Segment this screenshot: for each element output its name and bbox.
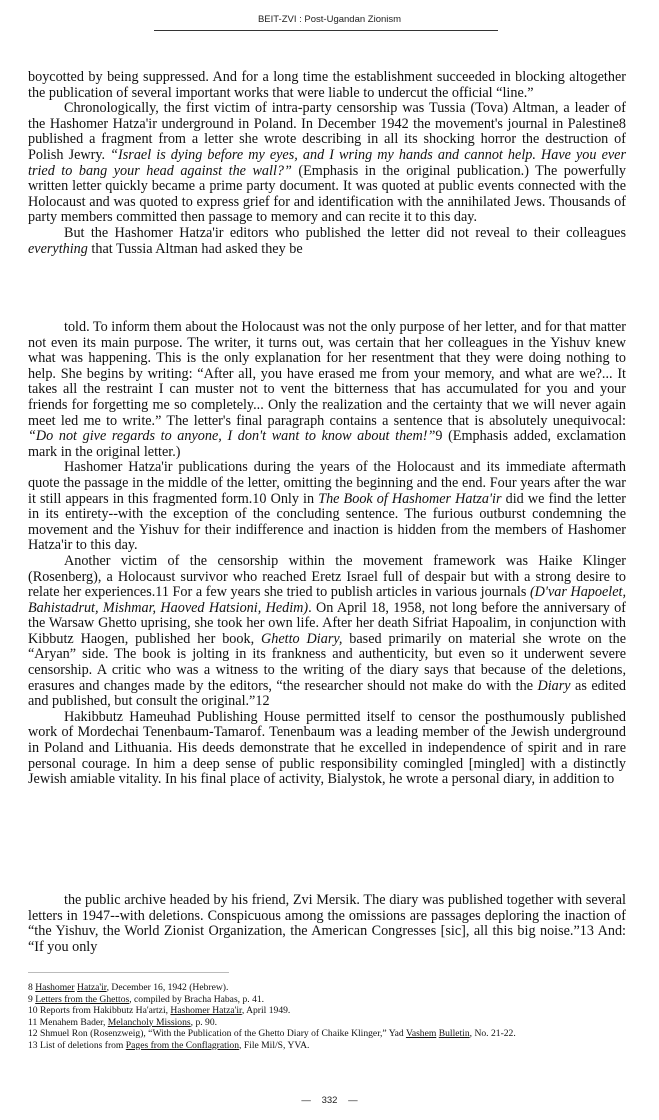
page-footer (0, 1095, 659, 1106)
footnote-9 (28, 994, 638, 1006)
text: did we find the letter in its entirety--with the exception of the concluding sentence. The furious outburst condemning the movement and the Yishuv for their indifference and inaction is hidden from the members of Hashomer Hatza'ir to this day. (28, 490, 626, 554)
book-title: Ghetto Diary, (261, 630, 343, 647)
text: , p. 90. (190, 1016, 218, 1028)
journal-list: (D'var Hapoelet, Bahistadrut, Mishmar, Haoved Hatsioni, Hedim) (28, 584, 627, 616)
underlined-title: Hatza'ir (77, 982, 107, 993)
text: Hashomer Hatza'ir publications during the years of the Holocaust and its immediate aftermath quote the passage in the middle of the letter, omitting the beginning and the end. Four years after the war it still appears in this fragmented form.10 Only in (28, 459, 626, 507)
running-header: BEIT-ZVI : Post-Ugandan Zionism (257, 14, 402, 25)
text: Another victim of the censorship within the movement framework was Haike Klinger (Rosenberg), a Holocaust survivor who reached Eretz Israel full of despair but with a strong desire to relate her experiences.11 For a few years she tried to publish articles in various journals (28, 552, 626, 601)
footnote-8 (28, 982, 638, 994)
paragraph (28, 460, 626, 554)
text: . On April 18, 1958, not long before the anniversary of the Warsaw Ghetto uprising, she took her own life. After her death Sifriat Hapoalim, in conjunction with Kibbutz Haogen, published her book, (28, 599, 626, 647)
text: , File Mil/S, YVA. (239, 1039, 310, 1051)
footnote-10 (28, 1005, 638, 1017)
footnote-separator (28, 972, 229, 973)
text: , December 16, 1942 (Hebrew). (106, 982, 229, 993)
footnote-number: 12 (28, 1028, 38, 1039)
quote: “Israel is dying before my eyes, and I wring my hands and cannot help. Have you ever tried to bang your head against the wall?” (28, 146, 626, 179)
page-number: 332 (321, 1095, 338, 1106)
body-block-2 (28, 320, 626, 788)
text: Reports from Hakibbutz Ha'artzi, (40, 1005, 171, 1016)
footnote-number: 9 (28, 993, 33, 1005)
paragraph (28, 554, 626, 710)
underlined-title: Pages from the Conflagration (125, 1039, 240, 1051)
footnote-12 (28, 1028, 638, 1040)
text: , April 1949. (241, 1005, 291, 1016)
dash: — (301, 1095, 311, 1106)
underlined-title: Melancholy Missions (107, 1016, 191, 1028)
text: Chronologically, the first victim of intra-party censorship was Tussia (Tova) Altman, a leader of the Hashomer Hatza'ir underground in Poland. In December 1942 the movement's journal in Palestine8 published a fragment from a letter she wrote describing in all its shocking horror the destruction of Polish Jewry. (28, 100, 626, 163)
quote: “Do not give regards to anyone, I don't want to know about them!” (28, 428, 436, 445)
paragraph: the public archive headed by his friend, Zvi Mersik. The diary was published together with several letters in 1947--with deletions. Conspicuous among the omissions are passages deploring the inaction of “the Yishuv, the World Zionist Organization, the American Congresses [sic], all this big noise.”13 And: “If you only (28, 892, 626, 955)
footnote-number: 13 (28, 1039, 38, 1051)
header-rule (154, 30, 498, 31)
footnote-13 (28, 1040, 638, 1052)
underlined-title: Letters from the Ghettos (35, 993, 130, 1005)
footnote-11 (28, 1017, 638, 1029)
book-title: The Book of Hashomer Hatza'ir (318, 490, 502, 507)
text: , compiled by Bracha Habas, p. 41. (129, 993, 265, 1005)
text: based primarily on material she wrote on the “Aryan” side. The book is jolting in its frankness and authenticity, but even so it underwent severe censorship. A critic who was a witness to the writing of the diary says that because of the deletions, erasures and changes made by the editors, “the researcher should not make do with the (28, 630, 627, 694)
footnote-number: 11 (28, 1016, 38, 1028)
text: (Emphasis in the original publication.) The powerfully written letter quickly became a prime party document. It was quoted at public events connected with the Holocaust and was quoted to express grief for and identification with the annihilated Jews. Thousands of party members committed then passage to memory and can recite it to this day. (28, 162, 626, 226)
paragraph (28, 101, 626, 226)
text: , No. 21-22. (469, 1028, 516, 1039)
text: that Tussia Altman had asked they be (87, 240, 303, 257)
text: as edited and published, but consult the original.”12 (28, 677, 627, 710)
paragraph (28, 320, 626, 460)
emphasis: everything (28, 240, 88, 257)
paragraph: Hakibbutz Hameuhad Publishing House permitted itself to censor the posthumously published work of Mordechai Tenenbaum-Tamarof. Tenenbaum was a leading member of the Jewish underground in Poland and Lithuania. His deeds demonstrate that he excelled in independence of spirit and in rare personal courage. In him a deep sense of public responsibility comingled [mingled] with a distinctly Jewish amiable vitality. In his final place of activity, Bialystok, he wrote a personal diary, in addition to (28, 708, 626, 788)
body-block-3 (28, 893, 626, 955)
underlined-title: Hashomer Hatza'ir (170, 1005, 242, 1016)
paragraph: boycotted by being suppressed. And for a long time the establishment succeeded in blocking altogether the publication of several important works that were liable to undercut the official “line.” (28, 69, 626, 101)
text: Menahem Bader, (39, 1016, 108, 1028)
text: 9 (Emphasis added, exclamation mark in the original letter.) (28, 428, 626, 460)
text: List of deletions from (40, 1039, 126, 1051)
footnote-number: 10 (28, 1005, 38, 1016)
text: told. To inform them about the Holocaust was not the only purpose of her letter, and for that matter not even its main purpose. The writer, it turns out, was certain that her colleagues in the Yishuv knew what was happening. This is the only explanation for her resentment that they were doing nothing to help. She begins by writing: “After all, you have erased me from your memory, and what are we?... It takes all the restraint I can muster not to vent the bitterness that has accumulated for you and your friends for forgetting me so completely... Only the realization and the certainty that we will never again meet led me to write.” The letter's final paragraph contains a sentence that is absolutely unequivocal: (28, 319, 626, 429)
underlined-title: Bulletin (438, 1028, 470, 1039)
body-block-1 (28, 70, 626, 257)
underlined-title: Hashomer (35, 982, 75, 993)
underlined-title: Vashem (405, 1028, 437, 1039)
book-title: Diary (537, 677, 571, 694)
dash: — (348, 1095, 358, 1106)
paragraph (28, 226, 626, 257)
text: Shmuel Ron (Rosenzweig), “With the Publication of the Ghetto Diary of Chaike Klinger,” Yad (40, 1028, 406, 1039)
footnote-number: 8 (28, 982, 33, 993)
footnotes (28, 982, 638, 1051)
text: But the Hashomer Hatza'ir editors who published the letter did not reveal to their colleagues (64, 224, 626, 241)
